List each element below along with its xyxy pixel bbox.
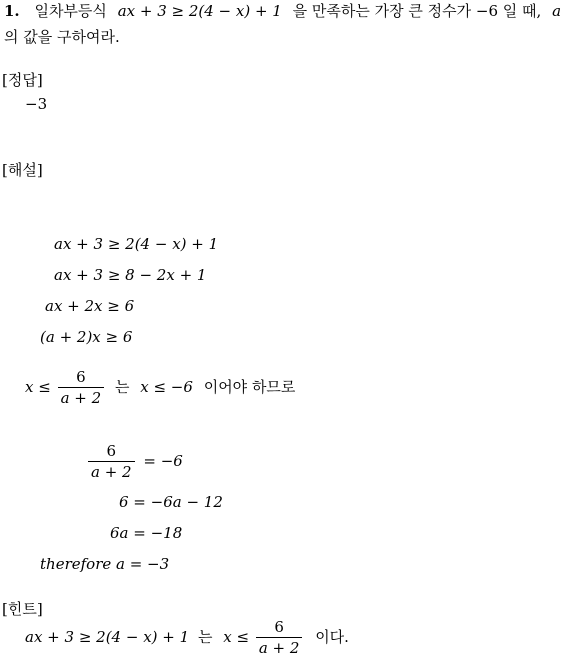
solution-equation-3: 6a = −18 <box>110 524 183 542</box>
conclusion-math: x ≤ −6 <box>140 378 193 396</box>
hint-line <box>25 620 349 656</box>
answer-heading: [정답] <box>2 71 43 89</box>
problem-line-1 <box>4 4 561 19</box>
solution-conclusion <box>25 370 295 406</box>
problem-number: 1. <box>4 2 20 20</box>
solution-equation-2: 6 = −6a − 12 <box>119 493 223 511</box>
hint-text-2: 이다. <box>315 628 349 646</box>
problem-suffix: 을 만족하는 가장 큰 정수가 −6 일 때, <box>292 2 542 20</box>
problem-inequality: ax + 3 ≥ 2(4 − x) + 1 <box>117 2 282 20</box>
hint-heading: [힌트] <box>2 600 43 618</box>
hint-text-1: 는 <box>197 628 213 646</box>
solution-heading: [해설] <box>2 161 43 179</box>
hint-fraction <box>256 620 303 656</box>
conclusion-fraction <box>58 370 105 406</box>
solution-equation-1 <box>86 444 183 480</box>
solution-step-1: ax + 3 ≥ 2(4 − x) + 1 <box>54 235 219 253</box>
conclusion-lhs: x ≤ <box>25 378 51 396</box>
equation-fraction <box>88 444 135 480</box>
fraction-numerator: 6 <box>274 618 284 636</box>
fraction-denominator: a + 2 <box>58 387 105 406</box>
hint-lhs: x ≤ <box>223 628 250 646</box>
hint-math: ax + 3 ≥ 2(4 − x) + 1 <box>25 628 190 646</box>
solution-step-2: ax + 3 ≥ 8 − 2x + 1 <box>54 266 207 284</box>
fraction-denominator: a + 2 <box>88 461 135 480</box>
conclusion-text-1: 는 <box>114 378 130 396</box>
fraction-numerator: 6 <box>106 442 117 460</box>
solution-step-4: (a + 2)x ≥ 6 <box>40 328 133 346</box>
problem-prefix: 일차부등식 <box>34 2 107 20</box>
solution-step-3: ax + 2x ≥ 6 <box>45 297 135 315</box>
answer-value: −3 <box>25 95 48 113</box>
fraction-denominator: a + 2 <box>256 637 303 656</box>
problem-variable: a <box>552 2 562 20</box>
conclusion-text-2: 이어야 하므로 <box>203 378 296 396</box>
problem-line-2: 의 값을 구하여라. <box>4 28 120 46</box>
equation-rhs: = −6 <box>143 452 183 470</box>
fraction-numerator: 6 <box>76 368 86 386</box>
solution-equation-4: therefore a = −3 <box>40 555 170 573</box>
